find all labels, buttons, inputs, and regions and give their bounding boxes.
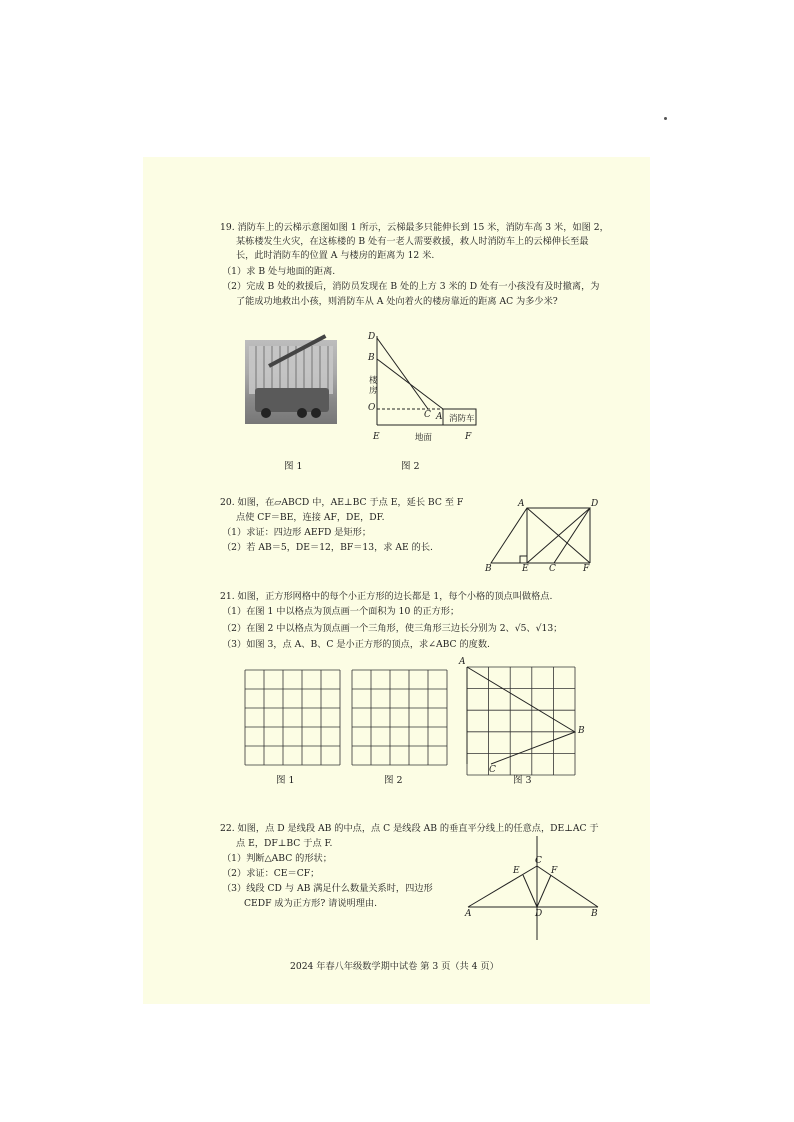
q22-label-A: A [465, 909, 472, 919]
q21-label-C: C [489, 765, 496, 775]
q19-fig1-caption: 图 1 [284, 461, 303, 472]
q22-line1: 22. 如图，点 D 是线段 AB 的中点，点 C 是线段 AB 的垂直平分线上的任意点，DE⊥AC 于 [220, 823, 599, 834]
q21-label-B: B [578, 726, 585, 736]
q21-label-A: A [459, 657, 466, 667]
q20-label-A: A [518, 499, 525, 509]
q19-line2: 某栋楼发生火灾，在这栋楼的 B 处有一老人需要救援，救人时消防车上的云梯伸长至最 [236, 236, 589, 247]
q22-part2: （2）求证：CE＝CF； [222, 868, 320, 879]
q22-part3a: （3）线段 CD 与 AB 满足什么数量关系时，四边形 [222, 883, 433, 894]
q19-line1: 19. 消防车上的云梯示意图如图 1 所示，云梯最多只能伸长到 15 米，消防车高 3 米，如图 2， [220, 222, 609, 233]
q20-label-C: C [549, 564, 556, 574]
q21-part2: （2）在图 2 中以格点为顶点画一个三角形，使三角形三边长分别为 2、√5、√13； [222, 623, 563, 634]
q19-label-truck: 消防车 [449, 414, 475, 424]
q19-label-B: B [368, 353, 375, 363]
q22-part3b: CEDF 成为正方形? 请说明理由. [244, 898, 378, 909]
q19-label-E: E [373, 432, 380, 442]
q19-part2a: （2）完成 B 处的救援后，消防员发现在 B 处的上方 3 米的 D 处有一小孩没有及时撤离，为 [222, 281, 600, 292]
q19-label-F: F [465, 432, 472, 442]
q19-label-O: O [368, 403, 376, 413]
q21-part3: （3）如图 3，点 A、B、C 是小正方形的顶点，求∠ABC 的度数. [222, 639, 490, 650]
q19-fig2-caption: 图 2 [401, 461, 420, 472]
q22-label-D: D [535, 909, 543, 919]
q21-fig1-caption: 图 1 [276, 775, 295, 786]
q19-label-ground: 地面 [415, 433, 433, 443]
q19-line3: 长，此时消防车的位置 A 与楼房的距离为 12 米. [236, 250, 435, 261]
q21-fig3-caption: 图 3 [513, 775, 532, 786]
q19-label-building: 楼房 [369, 376, 378, 396]
q19-label-D: D [368, 332, 376, 342]
q22-label-C: C [535, 856, 542, 866]
q22-line2: 点 E，DF⊥BC 于点 F. [236, 838, 333, 849]
page-footer: 2024 年春八年级数学期中试卷 第 3 页（共 4 页） [290, 961, 499, 972]
q20-part1: （1）求证：四边形 AEFD 是矩形； [222, 527, 372, 538]
q22-label-B: B [591, 909, 598, 919]
q21-part1: （1）在图 1 中以格点为顶点画一个面积为 10 的正方形； [222, 606, 460, 617]
q20-label-B: B [485, 564, 492, 574]
q22-label-E: E [513, 866, 520, 876]
q19-part2b: 了能成功地救出小孩，则消防车从 A 处向着火的楼房靠近的距离 AC 为多少米? [236, 296, 558, 307]
q20-line2: 点使 CF＝BE，连接 AF，DE，DF. [236, 512, 385, 523]
q20-label-F: F [583, 564, 590, 574]
q19-label-A: A [436, 412, 443, 422]
q19-label-C: C [424, 410, 431, 420]
q22-part1: （1）判断△ABC 的形状； [222, 853, 332, 864]
q21-fig2-caption: 图 2 [384, 775, 403, 786]
q20-line1: 20. 如图，在▱ABCD 中，AE⊥BC 于点 E，延长 BC 至 F [220, 497, 464, 508]
q20-label-E: E [522, 564, 529, 574]
q20-label-D: D [591, 499, 599, 509]
q20-part2: （2）若 AB＝5，DE＝12，BF＝13，求 AE 的长. [222, 542, 433, 553]
q22-label-F: F [551, 866, 558, 876]
q19-part1: （1）求 B 处与地面的距离. [222, 266, 336, 277]
q21-line1: 21. 如图，正方形网格中的每个小正方形的边长都是 1，每个小格的顶点叫做格点. [220, 591, 553, 602]
